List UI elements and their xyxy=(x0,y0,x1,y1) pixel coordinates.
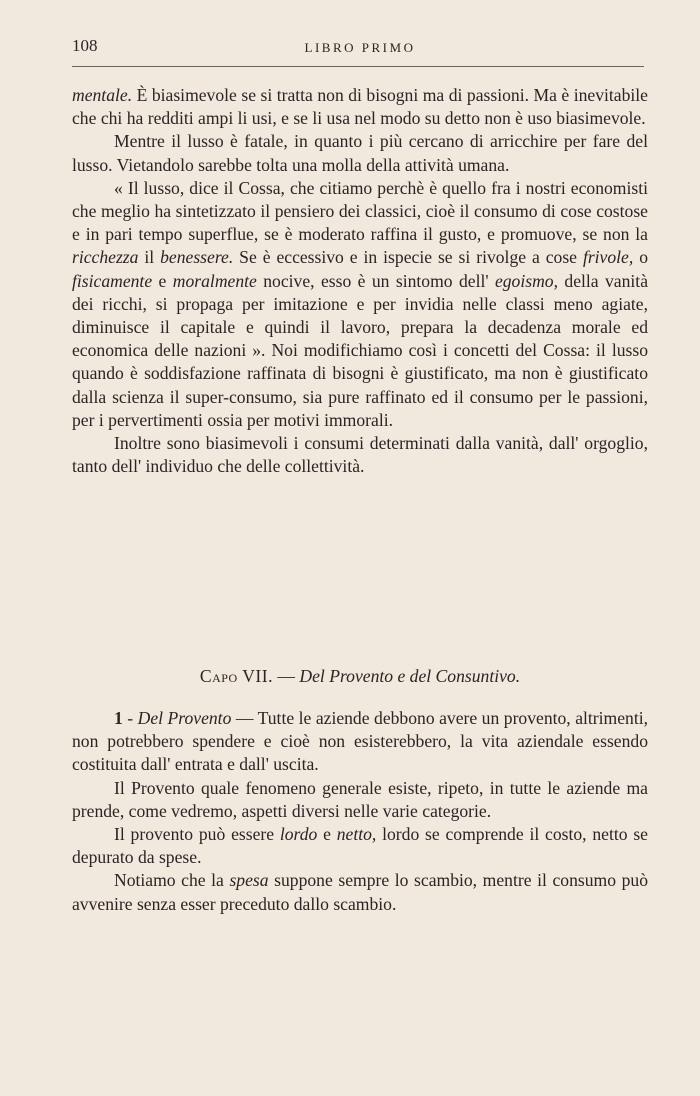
italic-span: benessere. xyxy=(160,247,234,268)
section-title: Del Provento xyxy=(137,708,232,728)
text-span: È biasimevole se si tratta non di bisogni ma di passioni. Ma è inevitabile che chi ha redditi ampi li usi, e se li usa nel modo su detto non è uso biasimevole. xyxy=(72,85,648,129)
italic-span: frivole, xyxy=(582,247,634,268)
section-provento-text xyxy=(72,707,648,916)
text-span: Notiamo che la xyxy=(114,870,230,891)
text-span: della vanità dei ricchi, si propaga per imitazione e per invidia nelle classi meno agiate, diminuisce il capitale e quindi il lavoro, prepara la decadenza morale ed economica delle nazioni ». Noi modifichiamo così i concetti del Cossa: il lusso quando è soddisfazione raffinata di bisogni è giustificato, ma non è giustificato dalla scienza il super-consumo, sia pure raffinato ed il consumo per le passioni, per i pervertimenti ossia per motivi immorali. xyxy=(72,270,648,430)
italic-span: moralmente xyxy=(172,270,257,291)
paragraph xyxy=(72,707,648,777)
italic-span: lordo xyxy=(279,824,318,845)
chapter-title: Del Provento e del Consuntivo. xyxy=(299,666,521,686)
text-span: e xyxy=(152,270,173,291)
italic-span: mentale. xyxy=(72,85,133,105)
text-span: « Il lusso, dice il Cossa, che citiamo perchè è quello fra i nostri economisti che meglio ha sintetizzato il pensiero dei classici, cioè il consumo di cose costose e in pari tempo superflue, se è moderato raffina il gusto, e promuove, se non la xyxy=(72,177,648,245)
chapter-label: Capo VII. xyxy=(199,666,274,686)
italic-span: ricchezza xyxy=(72,247,139,268)
text-span: e xyxy=(317,824,337,845)
text-span: Se è eccessivo e in ispecie se si rivolge a cose xyxy=(233,247,583,268)
paragraph: Inoltre sono biasimevoli i consumi determinati dalla vanità, dall' orgoglio, tanto dell' individuo che delle collettività. xyxy=(72,433,648,477)
header-rule xyxy=(72,66,644,67)
text-span: suppone sempre lo scambio, mentre il consumo può avvenire senza esser preceduto dallo scambio. xyxy=(72,870,648,914)
italic-span: spesa xyxy=(229,870,269,891)
paragraph xyxy=(72,823,648,869)
paragraph: Il Provento quale fenomeno generale esiste, ripeto, in tutte le aziende ma prende, come vedremo, aspetti diversi nelle varie categorie. xyxy=(72,777,648,821)
text-span: - xyxy=(122,708,138,728)
text-span: nocive, esso è un sintomo dell' xyxy=(256,270,495,291)
chapter-dash: — xyxy=(273,666,300,686)
text-span: il xyxy=(138,247,161,268)
page-number: 108 xyxy=(72,36,98,55)
paragraph xyxy=(72,84,648,130)
text-span: lordo se comprende il costo, netto se depurato da spese. xyxy=(72,824,648,868)
section-luxury-text xyxy=(72,84,648,478)
italic-span: fisicamente xyxy=(72,270,153,291)
text-span: Il provento può essere xyxy=(114,824,280,845)
section-number: 1 xyxy=(114,708,123,728)
paragraph: Mentre il lusso è fatale, in quanto i più cercano di arricchire per fare del lusso. Vietandolo sarebbe tolta una molla della attività umana. xyxy=(72,131,648,175)
italic-span: netto, xyxy=(336,824,377,845)
quote-paragraph xyxy=(72,177,648,432)
chapter-heading xyxy=(72,665,648,688)
text-span: — Tutte le aziende debbono avere un provento, altrimenti, non potrebbero spendere e cioè non esisterebbero, la vita aziendale essendo costituita dall' entrata e dall' uscita. xyxy=(72,708,648,775)
running-head: LIBRO PRIMO xyxy=(304,40,416,55)
italic-span: egoismo, xyxy=(494,270,558,291)
paragraph xyxy=(72,869,648,915)
text-span: o xyxy=(633,247,648,268)
page-header xyxy=(72,36,648,62)
